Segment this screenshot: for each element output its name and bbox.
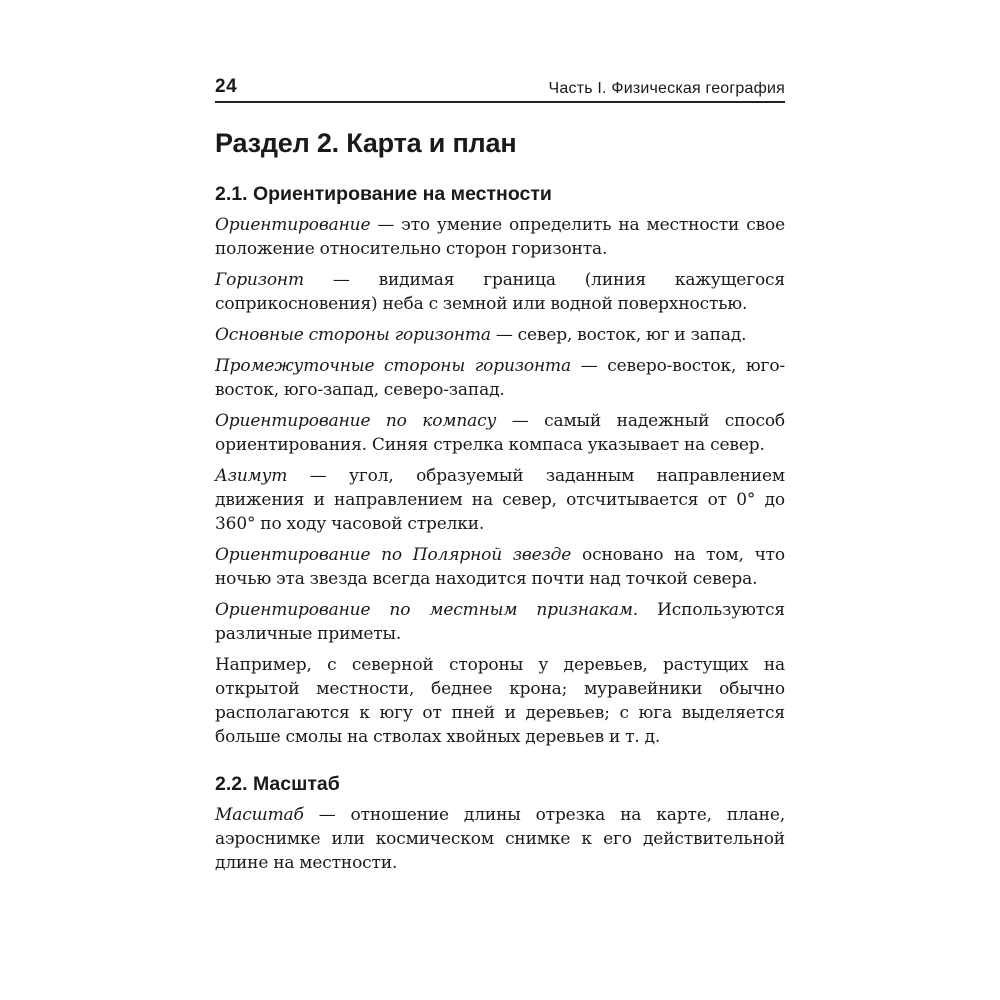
paragraph [215, 323, 785, 347]
term: Горизонт [215, 270, 304, 290]
running-title: Часть I. Физическая география [548, 80, 785, 97]
paragraph [215, 464, 785, 536]
term: Промежуточные стороны горизонта [215, 356, 572, 376]
paragraph [215, 409, 785, 457]
definition: — отношение длины отрезка на карте, плане, аэроснимке или космическом снимке к его действительной длине на местности. [215, 805, 785, 873]
paragraph [215, 803, 785, 875]
term: Ориентирование [215, 215, 371, 235]
term: Основные стороны горизонта [215, 325, 491, 345]
paragraph [215, 543, 785, 591]
definition: — север, восток, юг и запад. [490, 325, 747, 345]
term: Масштаб [215, 805, 304, 825]
paragraph [215, 354, 785, 402]
definition: Используются различные приметы. [215, 600, 785, 644]
subsection-title-orientation: 2.1. Ориентирование на местности [215, 183, 552, 205]
definition: — северо-восток, юго-восток, юго-запад, северо-запад. [215, 356, 785, 400]
definition: — видимая граница (линия кажущегося соприкосновения) неба с земной или водной поверхностью. [215, 270, 785, 314]
page-number: 24 [215, 76, 238, 97]
paragraph [215, 268, 785, 316]
term: Ориентирование по Полярной звезде [215, 545, 572, 565]
definition: — угол, образуемый заданным направлением движения и направлением на север, отсчитывается от 0° до 360° по ходу часовой стрелки. [215, 466, 785, 534]
definition: — самый надежный способ ориентирования. Синяя стрелка компаса указывает на север. [215, 411, 785, 455]
section-title: Раздел 2. Карта и план [215, 128, 517, 158]
paragraph [215, 598, 785, 646]
definition: Например, с северной стороны у деревьев, растущих на открытой местности, беднее крона; муравейники обычно располагаются к югу от пней и деревьев; с юга выделяется больше смолы на стволах хвойных деревьев и т. д. [215, 655, 785, 747]
term: Азимут [215, 466, 288, 486]
paragraph [215, 213, 785, 261]
running-head [215, 76, 785, 103]
term: Ориентирование по компасу [215, 411, 497, 431]
definition: — это умение определить на местности свое положение относительно сторон горизонта. [215, 215, 785, 259]
paragraph [215, 653, 785, 749]
subsection-title-scale: 2.2. Масштаб [215, 773, 340, 795]
term: Ориентирование по местным признакам. [215, 600, 639, 620]
book-page [215, 76, 785, 875]
definition: основано на том, что ночью эта звезда всегда находится почти над точкой севера. [215, 545, 785, 589]
